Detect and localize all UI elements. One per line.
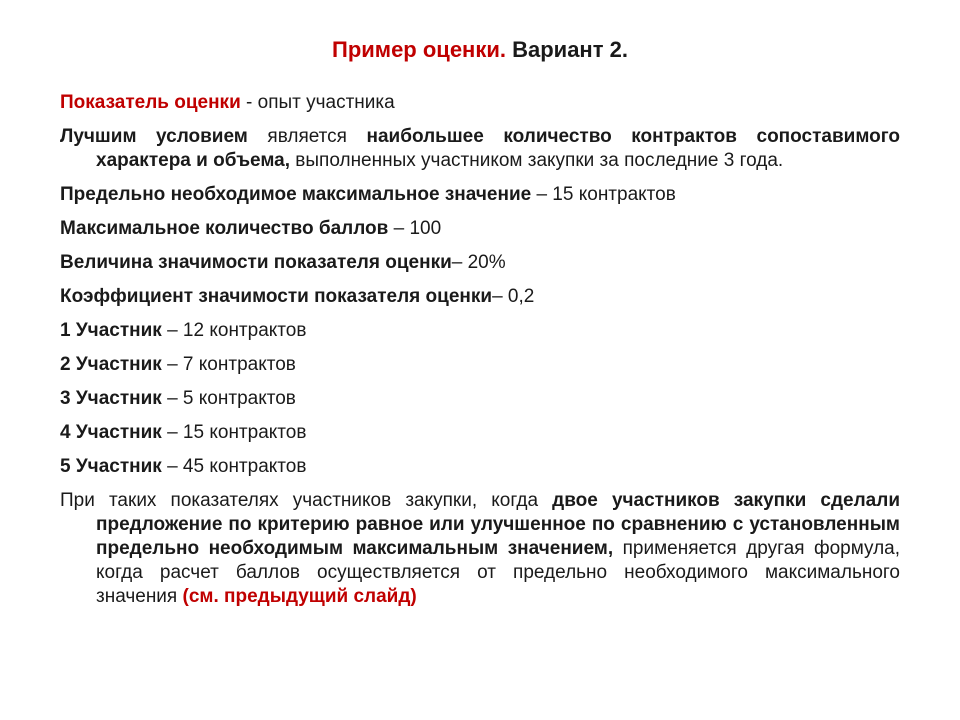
conclusion-body: применяется другая формула, когда расчет баллов осуществляется от предельно необходимого максимального значения <box>96 538 901 607</box>
indicator-line <box>60 91 900 115</box>
best-condition-emphasis: наибольшее количество контрактов сопоставимого характера и объема, <box>96 126 900 171</box>
participant-label: 4 Участник <box>60 422 162 443</box>
conclusion-reference: (см. предыдущий слайд) <box>182 586 417 607</box>
weight-label: Величина значимости показателя оценки <box>60 252 452 273</box>
indicator-value: - опыт участника <box>240 92 395 113</box>
participant-line <box>60 353 900 377</box>
participant-line <box>60 421 900 445</box>
conclusion-paragraph <box>60 489 900 609</box>
best-condition-connector: является <box>247 126 367 147</box>
slide-title-part1: Пример оценки. <box>332 37 506 62</box>
participant-label: 1 Участник <box>60 320 162 341</box>
slide-body <box>60 91 900 619</box>
participant-value: – 12 контрактов <box>161 320 307 341</box>
best-condition-label: Лучшим условием <box>60 126 248 147</box>
best-condition-tail: выполненных участником закупки за последние 3 года. <box>290 150 784 171</box>
max-score-line <box>60 217 900 241</box>
max-score-label: Максимальное количество баллов <box>60 218 389 239</box>
coefficient-label: Коэффициент значимости показателя оценки <box>60 286 493 307</box>
participant-label: 5 Участник <box>60 456 162 477</box>
participant-value: – 15 контрактов <box>161 422 307 443</box>
conclusion-emphasis: двое участников закупки сделали предложение по критерию равное или улучшенное по сравнению с установленным предельно необходимым максимальным значением, <box>96 490 900 559</box>
participant-line <box>60 455 900 479</box>
participant-label: 2 Участник <box>60 354 162 375</box>
participant-line <box>60 319 900 343</box>
participant-label: 3 Участник <box>60 388 162 409</box>
slide-title-part2: Вариант 2. <box>506 37 628 62</box>
participant-value: – 7 контрактов <box>161 354 296 375</box>
participant-value: – 5 контрактов <box>161 388 296 409</box>
participant-line <box>60 387 900 411</box>
best-condition-paragraph <box>60 125 900 173</box>
limit-value-label: Предельно необходимое максимальное значение <box>60 184 532 205</box>
weight-value: – 20% <box>451 252 506 273</box>
limit-value-line <box>60 183 900 207</box>
limit-value-value: – 15 контрактов <box>531 184 676 205</box>
coefficient-line <box>60 285 900 309</box>
weight-line <box>60 251 900 275</box>
indicator-label: Показатель оценки <box>60 92 241 113</box>
max-score-value: – 100 <box>388 218 442 239</box>
participant-value: – 45 контрактов <box>161 456 307 477</box>
conclusion-intro: При таких показателях участников закупки, когда <box>60 490 553 511</box>
slide-title <box>0 36 960 64</box>
coefficient-value: – 0,2 <box>492 286 535 307</box>
